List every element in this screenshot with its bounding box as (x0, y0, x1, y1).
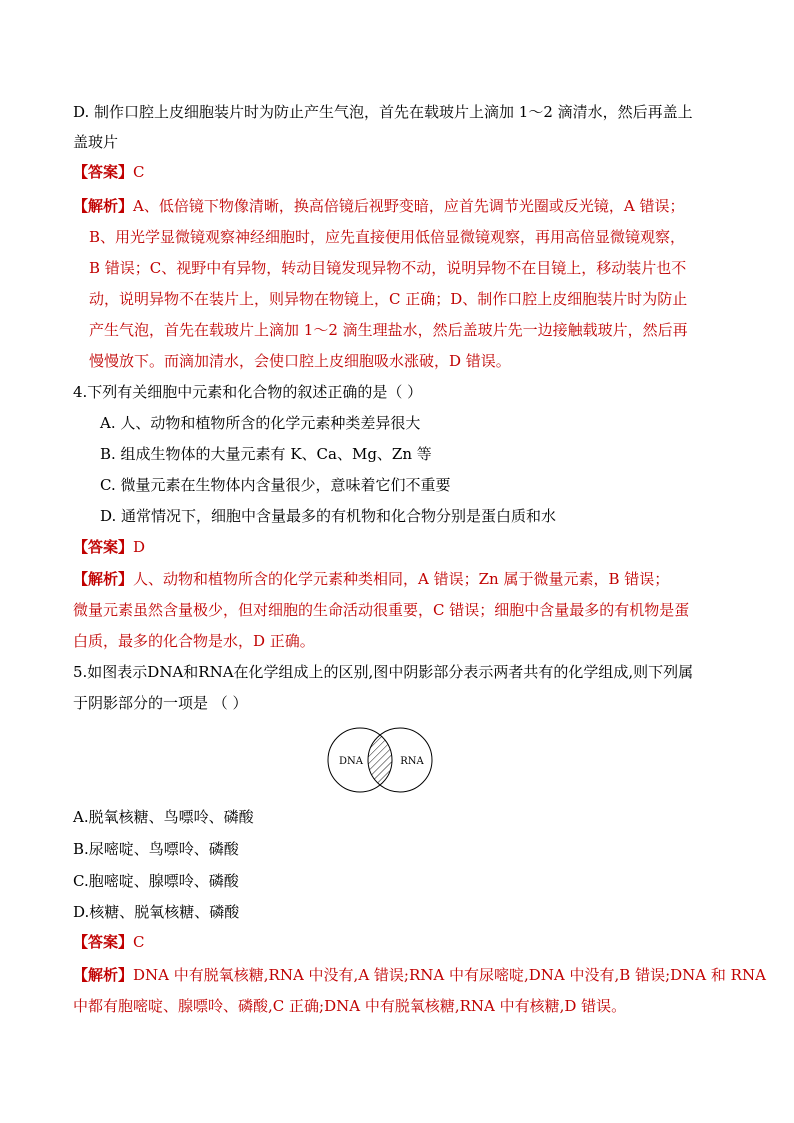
q3-analysis-line2: B、用光学显微镜观察神经细胞时，应先直接便用低倍显微镜观察，再用高倍显微镜观察， (89, 228, 686, 246)
q5-stem-line1: 5.如图表示DNA和RNA在化学组成上的区别,图中阴影部分表示两者共有的化学组成,则下列属 (73, 663, 694, 681)
analysis-text: 人、动物和植物所含的化学元素种类相同，A 错误；Zn 属于微量元素，B 错误； (133, 570, 670, 588)
venn-right-label: RNA (400, 756, 424, 767)
q5-analysis-line1 (73, 964, 766, 986)
q3-analysis-line6: 慢慢放下。而滴加清水，会使口腔上皮细胞吸水涨破，D 错误。 (89, 352, 511, 370)
answer-value: C (133, 933, 145, 951)
answer-value: C (133, 163, 145, 181)
q5-option-b: B.尿嘧啶、鸟嘌呤、磷酸 (73, 840, 239, 858)
venn-left-label: DNA (339, 756, 363, 767)
q5-stem-line2: 于阴影部分的一项是 （ ） (73, 694, 248, 712)
analysis-tag: 【解析】 (73, 966, 134, 984)
answer-value: D (133, 538, 146, 556)
q4-stem: 4.下列有关细胞中元素和化合物的叙述正确的是（ ） (73, 383, 423, 401)
q3-answer (73, 161, 145, 183)
q4-analysis-line1 (73, 568, 669, 590)
q4-analysis-line2: 微量元素虽然含量极少，但对细胞的生命活动很重要，C 错误；细胞中含量最多的有机物是蛋 (73, 601, 690, 619)
q3-analysis-line3: B 错误；C、视野中有异物，转动目镜发现异物不动，说明异物不在目镜上，移动装片也不 (89, 259, 687, 277)
q3-analysis-line4: 动，说明异物不在装片上，则异物在物镜上，C 正确；D、制作口腔上皮细胞装片时为防止 (89, 290, 688, 308)
q3-analysis-line5: 产生气泡，首先在载玻片上滴加 1～2 滴生理盐水，然后盖玻片先一边接触载玻片，然后再 (89, 321, 688, 339)
q4-option-a: A. 人、动物和植物所含的化学元素种类差异很大 (100, 414, 421, 432)
dna-rna-venn-diagram (314, 726, 446, 794)
analysis-text: A、低倍镜下物像清晰，换高倍镜后视野变暗，应首先调节光圈或反光镜，A 错误； (133, 197, 685, 215)
q4-answer (73, 536, 145, 558)
q3-option-d-line2: 盖玻片 (73, 133, 119, 151)
q5-option-a: A.脱氧核糖、鸟嘌呤、磷酸 (73, 808, 254, 826)
analysis-tag: 【解析】 (73, 570, 134, 588)
q3-option-d-line1: D. 制作口腔上皮细胞装片时为防止产生气泡，首先在载玻片上滴加 1～2 滴清水，然后再盖上 (73, 103, 693, 121)
q4-analysis-line3: 白质，最多的化合物是水，D 正确。 (73, 632, 315, 650)
answer-tag: 【答案】 (73, 163, 134, 181)
q5-option-c: C.胞嘧啶、腺嘌呤、磷酸 (73, 872, 239, 890)
q5-option-d: D.核糖、脱氧核糖、磷酸 (73, 903, 240, 921)
q5-analysis-line2: 中都有胞嘧啶、腺嘌呤、磷酸,C 正确;DNA 中有脱氧核糖,RNA 中有核糖,D 错误。 (73, 997, 627, 1015)
q4-option-d: D. 通常情况下，细胞中含量最多的有机物和化合物分别是蛋白质和水 (100, 507, 557, 525)
analysis-tag: 【解析】 (73, 197, 134, 215)
analysis-text: DNA 中有脱氧核糖,RNA 中没有,A 错误;RNA 中有尿嘧啶,DNA 中没有,B 错误;DNA 和 RNA (133, 966, 766, 984)
answer-tag: 【答案】 (73, 538, 134, 556)
answer-tag: 【答案】 (73, 933, 134, 951)
q4-option-c: C. 微量元素在生物体内含量很少，意味着它们不重要 (100, 476, 451, 494)
q5-answer (73, 931, 145, 953)
q3-analysis-line1 (73, 195, 684, 217)
q4-option-b: B. 组成生物体的大量元素有 K、Ca、Mg、Zn 等 (100, 445, 432, 463)
